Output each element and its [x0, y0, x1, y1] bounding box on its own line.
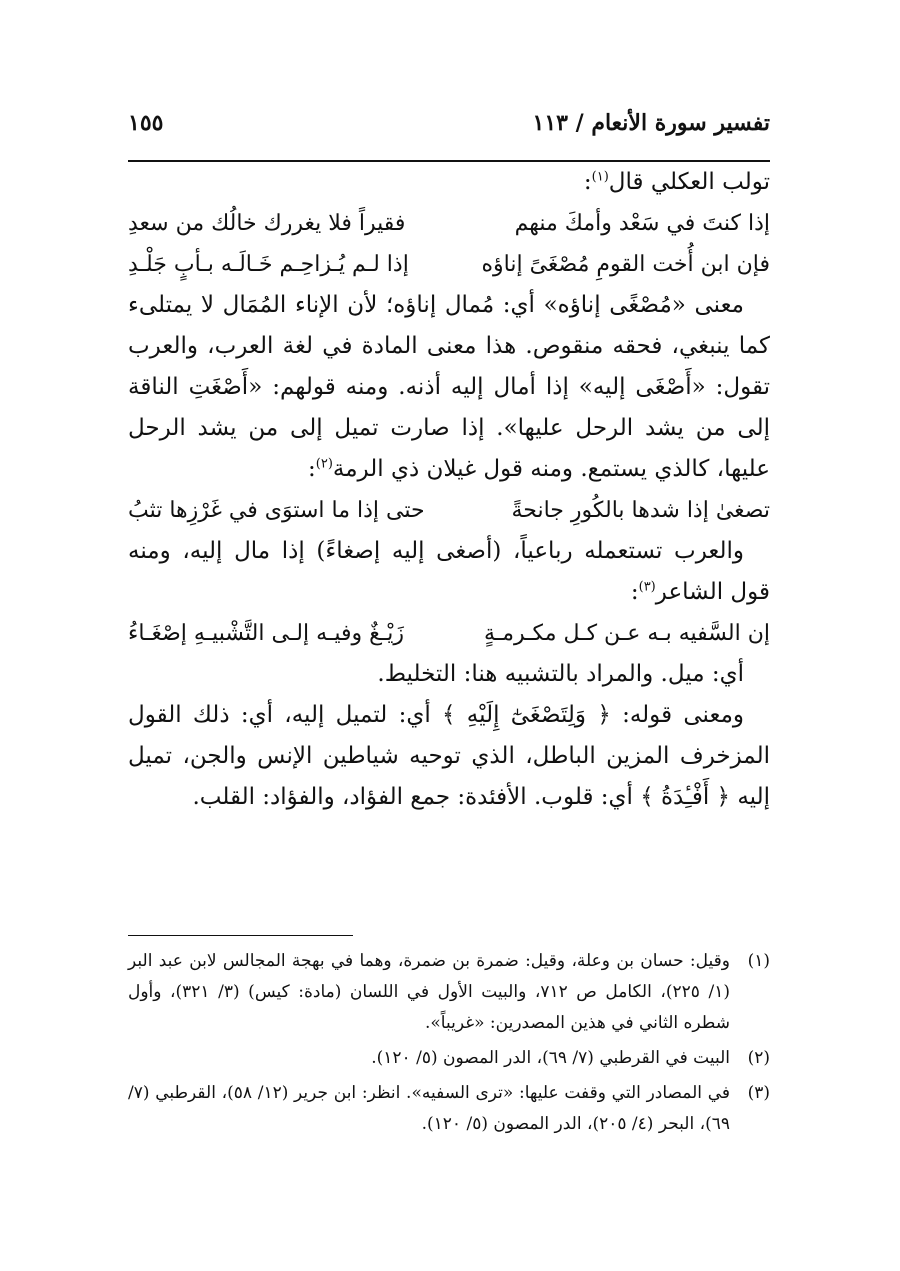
- verse2-hemistich-b: حتى إذا ما استوَى في غَرْزِها تثبُ: [128, 498, 425, 523]
- verse1-hemistich-c: فإن ابن أُخت القومِ مُصْغَىً إناؤه: [481, 252, 770, 277]
- footnote-ref-2: (٢): [315, 456, 333, 472]
- paragraph-3: أي: ميل. والمراد بالتشبيه هنا: التخليط.: [377, 661, 744, 687]
- footnote-separator: [128, 935, 353, 936]
- running-title: تفسير سورة الأنعام / ١١٣: [532, 110, 770, 136]
- paragraph-1: [128, 285, 770, 490]
- paragraph-2-end: :: [630, 579, 639, 605]
- running-header: [128, 110, 770, 150]
- footnotes: [128, 946, 770, 1144]
- verse-line-2: [128, 244, 770, 285]
- paragraph-1-end: :: [308, 456, 316, 482]
- verse1-hemistich-d: إذا لـم يُـزاحِـم خَـالَـه بـأبٍ جَلْـدِ: [128, 252, 409, 277]
- footnote-number: (٣): [747, 1083, 770, 1103]
- verse3-hemistich-a: إن السَّفيه بـه عـن كـل مكـرمـةٍ: [483, 621, 770, 646]
- footnote-3: [128, 1078, 770, 1140]
- footnote-1: [128, 946, 770, 1039]
- verse1-hemistich-a: إذا كنتَ في سَعْد وأمكَ منهم: [514, 211, 770, 236]
- verse3-hemistich-b: زَيْـغٌ وفيـه إلـى التَّشْبيـهِ إصْغَـاءُ: [128, 621, 404, 646]
- footnote-ref-3: (٣): [638, 579, 656, 595]
- footnote-2: [128, 1043, 770, 1074]
- book-page: [128, 96, 770, 1206]
- verse1-hemistich-b: فقيراً فلا يغررك خالُك من سعدِ: [128, 211, 406, 236]
- verse-line-3: [128, 490, 770, 531]
- page-number: ١٥٥: [128, 110, 164, 136]
- footnote-text: وقيل: حسان بن وعلة، وقيل: ضمرة بن ضمرة، وهما في بهجة المجالس لابن عبد البر (١/ ٢٢٥)، الكامل ص ٧١٢، والبيت الأول في اللسان (مادة: كيس) (٣/ ٣٢١)، وأول شطره الثاني في هذين المصدرين: «غريباً».: [128, 951, 730, 1033]
- footnote-number: (١): [747, 951, 770, 971]
- paragraph-4: ومعنى قوله: ﴿ وَلِتَصْغَىٰٓ إِلَيْهِ ﴾ أي: لتميل إليه، أي: ذلك القول المزخرف المزين الباطل، الذي توحيه شياطين الإنس والجن، تميل إليه ﴿ أَفْـِٔدَةُ ﴾ أي: قلوب. الأفئدة: جمع الفؤاد، والفؤاد: القلب.: [128, 702, 770, 810]
- footnote-text: في المصادر التي وقفت عليها: «ترى السفيه». انظر: ابن جرير (١٢/ ٥٨)، القرطبي (٧/ ٦٩)، البحر (٤/ ٢٠٥)، الدر المصون (٥/ ١٢٠).: [128, 1083, 730, 1134]
- paragraph-2-text: والعرب تستعمله رباعياً، (أصغى إليه إصغاءً) إذا مال إليه، ومنه قول الشاعر: [128, 538, 770, 605]
- main-text: [128, 162, 770, 818]
- paragraph-2: [128, 531, 770, 613]
- intro-text: تولب العكلي قال: [608, 169, 770, 195]
- verse2-hemistich-a: تصغىٰ إذا شدها بالكُورِ جانحةً: [511, 498, 770, 523]
- intro-end: :: [583, 169, 592, 195]
- footnote-text: البيت في القرطبي (٧/ ٦٩)، الدر المصون (٥/ ١٢٠).: [371, 1048, 730, 1068]
- verse-line-1: [128, 203, 770, 244]
- verse-line-4: [128, 613, 770, 654]
- footnote-ref-1: (١): [591, 169, 609, 185]
- footnote-number: (٢): [747, 1048, 770, 1068]
- intro-line: [128, 162, 770, 203]
- paragraph-1-text: معنى «مُصْغًى إناؤه» أي: مُمال إناؤه؛ لأن الإناء المُمَال لا يمتلىء كما ينبغي، فحقه منقوص. هذا معنى المادة في لغة العرب، والعرب تقول: «أَصْغَى إليه» إذا أمال إليه أذنه. ومنه قولهم: «أَصْغَتِ الناقة إلى من يشد الرحل عليها». إذا صارت تميل إلى من يشد الرحل عليها، كالذي يستمع. ومنه قول غيلان ذي الرمة: [128, 292, 770, 482]
